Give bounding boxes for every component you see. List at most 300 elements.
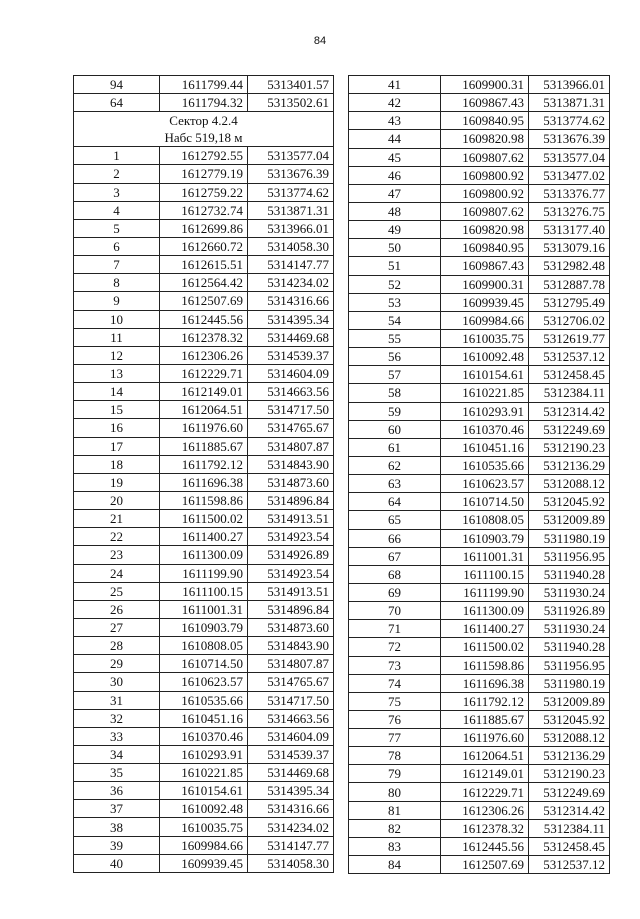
right-coordinates-table: [348, 75, 610, 874]
x-coordinate-cell: 1611792.12: [441, 692, 529, 710]
x-coordinate-cell: 1610808.05: [441, 511, 529, 529]
x-coordinate-cell: 1611001.31: [160, 600, 248, 618]
x-coordinate-cell: 1611300.09: [441, 602, 529, 620]
x-coordinate-cell: 1609807.62: [441, 202, 529, 220]
x-coordinate-cell: 1609820.98: [441, 130, 529, 148]
x-coordinate-cell: 1610714.50: [441, 493, 529, 511]
y-coordinate-cell: 5313401.57: [248, 76, 334, 94]
x-coordinate-cell: 1609800.92: [441, 184, 529, 202]
point-number-cell: 52: [349, 275, 441, 293]
point-number-cell: 57: [349, 366, 441, 384]
y-coordinate-cell: 5312619.77: [529, 329, 610, 347]
y-coordinate-cell: 5313774.62: [529, 112, 610, 130]
y-coordinate-cell: 5311940.28: [529, 638, 610, 656]
y-coordinate-cell: 5312887.78: [529, 275, 610, 293]
table-row: [349, 456, 610, 474]
point-number-cell: 37: [74, 800, 160, 818]
y-coordinate-cell: 5312537.12: [529, 856, 610, 874]
point-number-cell: 71: [349, 620, 441, 638]
x-coordinate-cell: 1610535.66: [160, 691, 248, 709]
table-row: [349, 747, 610, 765]
table-row: [349, 184, 610, 202]
x-coordinate-cell: 1611799.44: [160, 76, 248, 94]
point-number-cell: 64: [74, 94, 160, 112]
x-coordinate-cell: 1611885.67: [441, 710, 529, 728]
point-number-cell: 29: [74, 655, 160, 673]
section-header: [74, 112, 334, 147]
point-number-cell: 60: [349, 420, 441, 438]
point-number-cell: 84: [349, 856, 441, 874]
y-coordinate-cell: 5311930.24: [529, 583, 610, 601]
point-number-cell: 82: [349, 819, 441, 837]
y-coordinate-cell: 5313502.61: [248, 94, 334, 112]
table-row: [349, 729, 610, 747]
table-row: [74, 237, 334, 255]
y-coordinate-cell: 5313276.75: [529, 202, 610, 220]
table-row: [349, 602, 610, 620]
table-row: [349, 366, 610, 384]
point-number-cell: 8: [74, 274, 160, 292]
y-coordinate-cell: 5312458.45: [529, 837, 610, 855]
table-row: [349, 438, 610, 456]
y-coordinate-cell: 5312982.48: [529, 257, 610, 275]
point-number-cell: 62: [349, 456, 441, 474]
y-coordinate-cell: 5314469.68: [248, 764, 334, 782]
y-coordinate-cell: 5314058.30: [248, 237, 334, 255]
table-row: [349, 565, 610, 583]
x-coordinate-cell: 1611500.02: [160, 510, 248, 528]
x-coordinate-cell: 1609939.45: [441, 293, 529, 311]
point-number-cell: 69: [349, 583, 441, 601]
point-number-cell: 58: [349, 384, 441, 402]
y-coordinate-cell: 5314663.56: [248, 709, 334, 727]
point-number-cell: 48: [349, 202, 441, 220]
x-coordinate-cell: 1612378.32: [441, 819, 529, 837]
x-coordinate-cell: 1611400.27: [160, 528, 248, 546]
x-coordinate-cell: 1612759.22: [160, 183, 248, 201]
point-number-cell: 19: [74, 473, 160, 491]
point-number-cell: 83: [349, 837, 441, 855]
y-coordinate-cell: 5314765.67: [248, 673, 334, 691]
table-row: [349, 221, 610, 239]
table-row: [74, 274, 334, 292]
y-coordinate-cell: 5312458.45: [529, 366, 610, 384]
x-coordinate-cell: 1612229.71: [160, 364, 248, 382]
y-coordinate-cell: 5313966.01: [529, 76, 610, 94]
point-number-cell: 43: [349, 112, 441, 130]
point-number-cell: 35: [74, 764, 160, 782]
table-row: [349, 311, 610, 329]
y-coordinate-cell: 5314926.89: [248, 546, 334, 564]
y-coordinate-cell: 5314058.30: [248, 854, 334, 872]
y-coordinate-cell: 5311956.95: [529, 656, 610, 674]
table-row: [349, 493, 610, 511]
x-coordinate-cell: 1610370.46: [160, 727, 248, 745]
y-coordinate-cell: 5312136.29: [529, 456, 610, 474]
y-coordinate-cell: 5313676.39: [248, 165, 334, 183]
x-coordinate-cell: 1612699.86: [160, 219, 248, 237]
point-number-cell: 38: [74, 818, 160, 836]
x-coordinate-cell: 1609867.43: [441, 94, 529, 112]
x-coordinate-cell: 1610092.48: [441, 348, 529, 366]
table-row: [74, 201, 334, 219]
y-coordinate-cell: 5313871.31: [529, 94, 610, 112]
table-row: [349, 674, 610, 692]
table-row: [74, 618, 334, 636]
point-number-cell: 5: [74, 219, 160, 237]
table-row: [349, 837, 610, 855]
point-number-cell: 26: [74, 600, 160, 618]
table-row: [74, 673, 334, 691]
point-number-cell: 79: [349, 765, 441, 783]
table-row: [349, 801, 610, 819]
x-coordinate-cell: 1612792.55: [160, 147, 248, 165]
left-coordinates-table: [73, 75, 334, 873]
point-number-cell: 54: [349, 311, 441, 329]
y-coordinate-cell: 5314896.84: [248, 600, 334, 618]
point-number-cell: 30: [74, 673, 160, 691]
x-coordinate-cell: 1612445.56: [441, 837, 529, 855]
y-coordinate-cell: 5312384.11: [529, 384, 610, 402]
point-number-cell: 49: [349, 221, 441, 239]
x-coordinate-cell: 1610154.61: [160, 782, 248, 800]
point-number-cell: 24: [74, 564, 160, 582]
y-coordinate-cell: 5314539.37: [248, 346, 334, 364]
x-coordinate-cell: 1612378.32: [160, 328, 248, 346]
y-coordinate-cell: 5312706.02: [529, 311, 610, 329]
table-row: [74, 292, 334, 310]
table-row: [74, 383, 334, 401]
table-row: [74, 510, 334, 528]
point-number-cell: 6: [74, 237, 160, 255]
point-number-cell: 2: [74, 165, 160, 183]
point-number-cell: 32: [74, 709, 160, 727]
table-row: [74, 745, 334, 763]
point-number-cell: 46: [349, 166, 441, 184]
table-row: [349, 656, 610, 674]
table-row: [349, 402, 610, 420]
table-row: [74, 564, 334, 582]
x-coordinate-cell: 1612615.51: [160, 256, 248, 274]
table-row: [349, 475, 610, 493]
y-coordinate-cell: 5312045.92: [529, 493, 610, 511]
table-row: [74, 637, 334, 655]
y-coordinate-cell: 5311980.19: [529, 674, 610, 692]
x-coordinate-cell: 1609840.95: [441, 239, 529, 257]
table-row: [74, 800, 334, 818]
x-coordinate-cell: 1609984.66: [441, 311, 529, 329]
point-number-cell: 76: [349, 710, 441, 728]
point-number-cell: 39: [74, 836, 160, 854]
point-number-cell: 21: [74, 510, 160, 528]
x-coordinate-cell: 1612306.26: [441, 801, 529, 819]
y-coordinate-cell: 5311980.19: [529, 529, 610, 547]
x-coordinate-cell: 1611598.86: [441, 656, 529, 674]
y-coordinate-cell: 5313966.01: [248, 219, 334, 237]
point-number-cell: 23: [74, 546, 160, 564]
y-coordinate-cell: 5312190.23: [529, 438, 610, 456]
y-coordinate-cell: 5314316.66: [248, 800, 334, 818]
point-number-cell: 27: [74, 618, 160, 636]
point-number-cell: 22: [74, 528, 160, 546]
section-header-row: [74, 112, 334, 147]
point-number-cell: 41: [349, 76, 441, 94]
table-row: [74, 183, 334, 201]
point-number-cell: 3: [74, 183, 160, 201]
point-number-cell: 10: [74, 310, 160, 328]
x-coordinate-cell: 1611885.67: [160, 437, 248, 455]
y-coordinate-cell: 5314147.77: [248, 836, 334, 854]
x-coordinate-cell: 1610808.05: [160, 637, 248, 655]
x-coordinate-cell: 1611696.38: [160, 473, 248, 491]
x-coordinate-cell: 1611598.86: [160, 491, 248, 509]
y-coordinate-cell: 5314717.50: [248, 691, 334, 709]
y-coordinate-cell: 5312249.69: [529, 420, 610, 438]
point-number-cell: 63: [349, 475, 441, 493]
table-row: [349, 202, 610, 220]
table-row: [74, 655, 334, 673]
x-coordinate-cell: 1610221.85: [160, 764, 248, 782]
point-number-cell: 68: [349, 565, 441, 583]
table-row: [74, 491, 334, 509]
point-number-cell: 94: [74, 76, 160, 94]
x-coordinate-cell: 1609800.92: [441, 166, 529, 184]
x-coordinate-cell: 1612779.19: [160, 165, 248, 183]
point-number-cell: 72: [349, 638, 441, 656]
table-row: [349, 620, 610, 638]
point-number-cell: 31: [74, 691, 160, 709]
table-row: [349, 239, 610, 257]
point-number-cell: 42: [349, 94, 441, 112]
point-number-cell: 75: [349, 692, 441, 710]
y-coordinate-cell: 5314873.60: [248, 618, 334, 636]
point-number-cell: 77: [349, 729, 441, 747]
table-row: [74, 310, 334, 328]
table-row: [349, 348, 610, 366]
x-coordinate-cell: 1609939.45: [160, 854, 248, 872]
y-coordinate-cell: 5314604.09: [248, 727, 334, 745]
table-row: [349, 293, 610, 311]
table-row: [74, 401, 334, 419]
x-coordinate-cell: 1610370.46: [441, 420, 529, 438]
x-coordinate-cell: 1610903.79: [160, 618, 248, 636]
x-coordinate-cell: 1612564.42: [160, 274, 248, 292]
point-number-cell: 66: [349, 529, 441, 547]
x-coordinate-cell: 1612229.71: [441, 783, 529, 801]
x-coordinate-cell: 1611976.60: [441, 729, 529, 747]
table-row: [349, 148, 610, 166]
point-number-cell: 28: [74, 637, 160, 655]
table-row: [74, 473, 334, 491]
table-row: [349, 112, 610, 130]
table-row: [349, 275, 610, 293]
point-number-cell: 11: [74, 328, 160, 346]
x-coordinate-cell: 1609820.98: [441, 221, 529, 239]
point-number-cell: 17: [74, 437, 160, 455]
table-row: [74, 346, 334, 364]
point-number-cell: 36: [74, 782, 160, 800]
table-row: [349, 257, 610, 275]
y-coordinate-cell: 5314604.09: [248, 364, 334, 382]
y-coordinate-cell: 5312088.12: [529, 729, 610, 747]
table-row: [74, 94, 334, 112]
table-row: [74, 836, 334, 854]
x-coordinate-cell: 1610092.48: [160, 800, 248, 818]
point-number-cell: 78: [349, 747, 441, 765]
table-row: [349, 130, 610, 148]
point-number-cell: 34: [74, 745, 160, 763]
point-number-cell: 20: [74, 491, 160, 509]
point-number-cell: 7: [74, 256, 160, 274]
table-row: [349, 692, 610, 710]
section-title: Сектор 4.2.4: [169, 113, 238, 129]
x-coordinate-cell: 1610293.91: [160, 745, 248, 763]
table-row: [74, 219, 334, 237]
x-coordinate-cell: 1611794.32: [160, 94, 248, 112]
x-coordinate-cell: 1611400.27: [441, 620, 529, 638]
table-row: [74, 256, 334, 274]
y-coordinate-cell: 5311956.95: [529, 547, 610, 565]
x-coordinate-cell: 1610221.85: [441, 384, 529, 402]
x-coordinate-cell: 1612507.69: [160, 292, 248, 310]
y-coordinate-cell: 5314923.54: [248, 528, 334, 546]
table-row: [349, 638, 610, 656]
y-coordinate-cell: 5313774.62: [248, 183, 334, 201]
point-number-cell: 15: [74, 401, 160, 419]
x-coordinate-cell: 1610714.50: [160, 655, 248, 673]
table-row: [74, 600, 334, 618]
point-number-cell: 74: [349, 674, 441, 692]
y-coordinate-cell: 5314873.60: [248, 473, 334, 491]
y-coordinate-cell: 5314147.77: [248, 256, 334, 274]
table-row: [349, 710, 610, 728]
point-number-cell: 47: [349, 184, 441, 202]
x-coordinate-cell: 1610293.91: [441, 402, 529, 420]
y-coordinate-cell: 5313577.04: [529, 148, 610, 166]
table-row: [349, 783, 610, 801]
x-coordinate-cell: 1611100.15: [441, 565, 529, 583]
y-coordinate-cell: 5312009.89: [529, 692, 610, 710]
x-coordinate-cell: 1610451.16: [160, 709, 248, 727]
y-coordinate-cell: 5312009.89: [529, 511, 610, 529]
table-row: [74, 147, 334, 165]
table-row: [74, 437, 334, 455]
y-coordinate-cell: 5312384.11: [529, 819, 610, 837]
y-coordinate-cell: 5314807.87: [248, 437, 334, 455]
x-coordinate-cell: 1611696.38: [441, 674, 529, 692]
table-row: [349, 166, 610, 184]
y-coordinate-cell: 5311926.89: [529, 602, 610, 620]
table-row: [74, 528, 334, 546]
point-number-cell: 80: [349, 783, 441, 801]
y-coordinate-cell: 5312795.49: [529, 293, 610, 311]
table-row: [349, 547, 610, 565]
table-row: [349, 529, 610, 547]
point-number-cell: 64: [349, 493, 441, 511]
y-coordinate-cell: 5314896.84: [248, 491, 334, 509]
table-row: [349, 329, 610, 347]
point-number-cell: 13: [74, 364, 160, 382]
y-coordinate-cell: 5312537.12: [529, 348, 610, 366]
y-coordinate-cell: 5312088.12: [529, 475, 610, 493]
table-row: [349, 384, 610, 402]
table-row: [349, 819, 610, 837]
y-coordinate-cell: 5313577.04: [248, 147, 334, 165]
y-coordinate-cell: 5314539.37: [248, 745, 334, 763]
x-coordinate-cell: 1612732.74: [160, 201, 248, 219]
x-coordinate-cell: 1612507.69: [441, 856, 529, 874]
y-coordinate-cell: 5314234.02: [248, 274, 334, 292]
y-coordinate-cell: 5314234.02: [248, 818, 334, 836]
table-row: [349, 765, 610, 783]
x-coordinate-cell: 1611199.90: [441, 583, 529, 601]
y-coordinate-cell: 5313477.02: [529, 166, 610, 184]
page-number: 84: [313, 35, 327, 47]
point-number-cell: 44: [349, 130, 441, 148]
y-coordinate-cell: 5314395.34: [248, 782, 334, 800]
x-coordinate-cell: 1611976.60: [160, 419, 248, 437]
table-row: [349, 420, 610, 438]
table-row: [74, 764, 334, 782]
y-coordinate-cell: 5314395.34: [248, 310, 334, 328]
x-coordinate-cell: 1612149.01: [441, 765, 529, 783]
y-coordinate-cell: 5312045.92: [529, 710, 610, 728]
x-coordinate-cell: 1609867.43: [441, 257, 529, 275]
x-coordinate-cell: 1609840.95: [441, 112, 529, 130]
point-number-cell: 14: [74, 383, 160, 401]
point-number-cell: 61: [349, 438, 441, 456]
y-coordinate-cell: 5312249.69: [529, 783, 610, 801]
x-coordinate-cell: 1609807.62: [441, 148, 529, 166]
y-coordinate-cell: 5313676.39: [529, 130, 610, 148]
x-coordinate-cell: 1612445.56: [160, 310, 248, 328]
x-coordinate-cell: 1610535.66: [441, 456, 529, 474]
y-coordinate-cell: 5312314.42: [529, 402, 610, 420]
y-coordinate-cell: 5314923.54: [248, 564, 334, 582]
point-number-cell: 65: [349, 511, 441, 529]
y-coordinate-cell: 5311940.28: [529, 565, 610, 583]
table-row: [74, 546, 334, 564]
section-subtitle: Набс 519,18 м: [164, 130, 243, 146]
x-coordinate-cell: 1610623.57: [441, 475, 529, 493]
table-row: [74, 818, 334, 836]
x-coordinate-cell: 1612149.01: [160, 383, 248, 401]
x-coordinate-cell: 1611001.31: [441, 547, 529, 565]
point-number-cell: 45: [349, 148, 441, 166]
x-coordinate-cell: 1611199.90: [160, 564, 248, 582]
point-number-cell: 16: [74, 419, 160, 437]
y-coordinate-cell: 5314469.68: [248, 328, 334, 346]
table-row: [349, 583, 610, 601]
point-number-cell: 1: [74, 147, 160, 165]
point-number-cell: 59: [349, 402, 441, 420]
table-row: [74, 419, 334, 437]
point-number-cell: 9: [74, 292, 160, 310]
y-coordinate-cell: 5314807.87: [248, 655, 334, 673]
table-row: [74, 582, 334, 600]
point-number-cell: 51: [349, 257, 441, 275]
table-row: [74, 709, 334, 727]
x-coordinate-cell: 1611100.15: [160, 582, 248, 600]
y-coordinate-cell: 5314765.67: [248, 419, 334, 437]
table-row: [74, 328, 334, 346]
x-coordinate-cell: 1609900.31: [441, 76, 529, 94]
x-coordinate-cell: 1612064.51: [441, 747, 529, 765]
y-coordinate-cell: 5314913.51: [248, 510, 334, 528]
table-row: [349, 76, 610, 94]
y-coordinate-cell: 5314316.66: [248, 292, 334, 310]
table-row: [74, 727, 334, 745]
